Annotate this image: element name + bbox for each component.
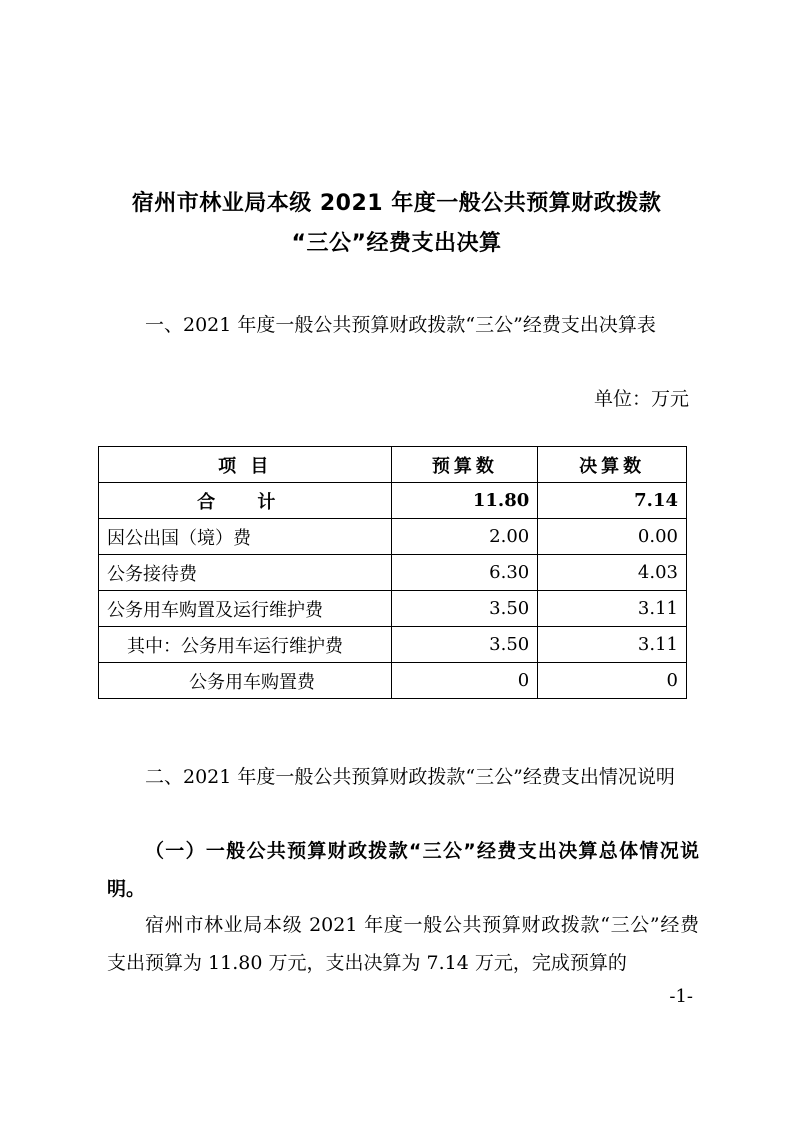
row-budget: 6.30 <box>392 555 538 591</box>
body-paragraph: 宿州市林业局本级 2021 年度一般公共预算财政拨款“三公”经费支出预算为 11.80 万元，支出决算为 7.14 万元，完成预算的 <box>107 914 699 974</box>
document-title-line-2: “三公”经费支出决算 <box>291 231 502 256</box>
table-row-total <box>99 483 687 519</box>
subsection-1-heading: （一）一般公共预算财政拨款“三公”经费支出决算总体情况说明。 <box>107 840 699 900</box>
header-item: 项 目 <box>99 447 392 483</box>
header-budget: 预算数 <box>392 447 538 483</box>
table-row <box>99 519 687 555</box>
table-header-row <box>99 447 687 483</box>
row-name: 因公出国（境）费 <box>99 519 392 555</box>
section-1-heading: 一、2021 年度一般公共预算财政拨款“三公”经费支出决算表 <box>145 314 656 336</box>
row-name: 公务用车购置费 <box>99 663 392 699</box>
table-row <box>99 591 687 627</box>
row-budget: 11.80 <box>392 483 538 519</box>
row-actual: 0 <box>538 663 687 699</box>
unit-label: 单位：万元 <box>593 388 689 410</box>
row-budget: 2.00 <box>392 519 538 555</box>
row-actual: 3.11 <box>538 627 687 663</box>
row-actual: 7.14 <box>538 483 687 519</box>
document-title-line-1: 宿州市林业局本级 2021 年度一般公共预算财政拨款 <box>131 191 662 216</box>
table-row <box>99 663 687 699</box>
table-row <box>99 555 687 591</box>
section-2-heading: 二、2021 年度一般公共预算财政拨款“三公”经费支出情况说明 <box>145 766 675 788</box>
row-actual: 0.00 <box>538 519 687 555</box>
row-name: 公务接待费 <box>99 555 392 591</box>
row-budget: 3.50 <box>392 591 538 627</box>
header-actual: 决算数 <box>538 447 687 483</box>
row-name: 公务用车购置及运行维护费 <box>99 591 392 627</box>
row-name: 合 计 <box>99 483 392 519</box>
expenditure-table <box>98 446 687 699</box>
page-number: -1- <box>669 986 693 1007</box>
row-actual: 3.11 <box>538 591 687 627</box>
row-actual: 4.03 <box>538 555 687 591</box>
row-budget: 0 <box>392 663 538 699</box>
table-row <box>99 627 687 663</box>
row-budget: 3.50 <box>392 627 538 663</box>
row-name: 其中：公务用车运行维护费 <box>99 627 392 663</box>
